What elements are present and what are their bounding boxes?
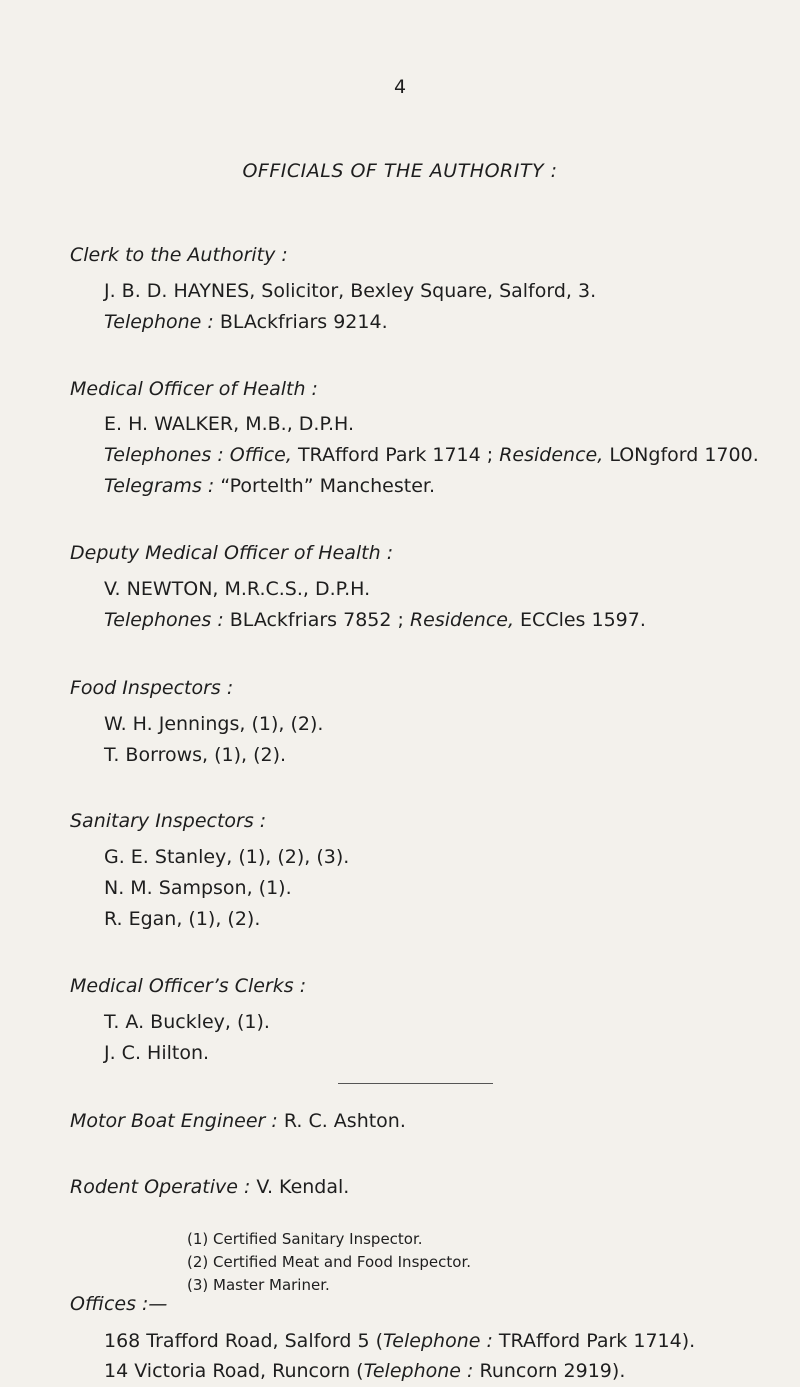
telegrams-value: “Portelth” Manchester. (220, 475, 435, 497)
list-item: W. H. Jennings, (1), (2). (104, 713, 324, 735)
footnote: (2) Certified Meat and Food Inspector. (187, 1253, 471, 1271)
telephones-label: Telephones : (104, 609, 224, 631)
footnote: (1) Certified Sanitary Inspector. (187, 1230, 423, 1248)
deputy-telephones (104, 609, 646, 631)
deputy-heading: Deputy Medical Officer of Health : (70, 542, 394, 564)
telephone-label: Telephone : (363, 1360, 474, 1382)
page-number: 4 (393, 76, 407, 98)
moh-heading: Medical Officer of Health : (70, 378, 318, 400)
telephone-value: Runcorn 2919). (479, 1360, 626, 1382)
moh-telegrams (104, 475, 435, 497)
moh-telephones (104, 444, 759, 466)
telephone-label: Telephone : (104, 311, 214, 333)
office-label: Office, (229, 444, 292, 466)
clerk-telephone (104, 311, 388, 333)
office-value: TRAfford Park 1714 ; (297, 444, 494, 466)
telephone-label: Telephone : (383, 1330, 493, 1352)
office-address: 14 Victoria Road, Runcorn (Telephone : Runcorn 2919). (104, 1360, 626, 1382)
moh-name: E. H. WALKER, M.B., D.P.H. (104, 413, 354, 435)
offices-heading: Offices :— (70, 1293, 168, 1315)
rodent-operative-value: V. Kendal. (256, 1176, 350, 1198)
deputy-name: V. NEWTON, M.R.C.S., D.P.H. (104, 578, 371, 600)
rodent-operative (70, 1176, 349, 1198)
residence-value: ECCles 1597. (520, 609, 646, 631)
clerks-heading: Medical Officer’s Clerks : (70, 975, 307, 997)
list-item: R. Egan, (1), (2). (104, 908, 261, 930)
list-item: T. A. Buckley, (1). (104, 1011, 270, 1033)
telephones-label: Telephones : (104, 444, 224, 466)
list-item: T. Borrows, (1), (2). (104, 744, 287, 766)
motor-boat-engineer (70, 1110, 406, 1132)
telegrams-label: Telegrams : (104, 475, 215, 497)
residence-label: Residence, (499, 444, 604, 466)
sanitary-inspectors-heading: Sanitary Inspectors : (70, 810, 267, 832)
motor-boat-engineer-value: R. C. Ashton. (283, 1110, 406, 1132)
clerk-heading: Clerk to the Authority : (70, 244, 288, 266)
residence-label: Residence, (409, 609, 514, 631)
telephone-value: BLAckfriars 9214. (219, 311, 388, 333)
page-title: OFFICIALS OF THE AUTHORITY : (242, 160, 558, 182)
clerk-name: J. B. D. HAYNES, Solicitor, Bexley Square, Salford, 3. (104, 280, 597, 302)
office-address: 168 Trafford Road, Salford 5 (Telephone : TRAfford Park 1714). (104, 1330, 696, 1352)
food-inspectors-heading: Food Inspectors : (70, 677, 234, 699)
list-item: N. M. Sampson, (1). (104, 877, 292, 899)
list-item: G. E. Stanley, (1), (2), (3). (104, 846, 350, 868)
footnote: (3) Master Mariner. (187, 1276, 330, 1294)
list-item: J. C. Hilton. (104, 1042, 210, 1064)
residence-value: LONgford 1700. (609, 444, 759, 466)
telephone-value: TRAfford Park 1714). (498, 1330, 696, 1352)
rodent-operative-label: Rodent Operative : (70, 1176, 251, 1198)
telephone-value: BLAckfriars 7852 ; (229, 609, 404, 631)
motor-boat-engineer-label: Motor Boat Engineer : (70, 1110, 278, 1132)
divider (338, 1083, 493, 1084)
